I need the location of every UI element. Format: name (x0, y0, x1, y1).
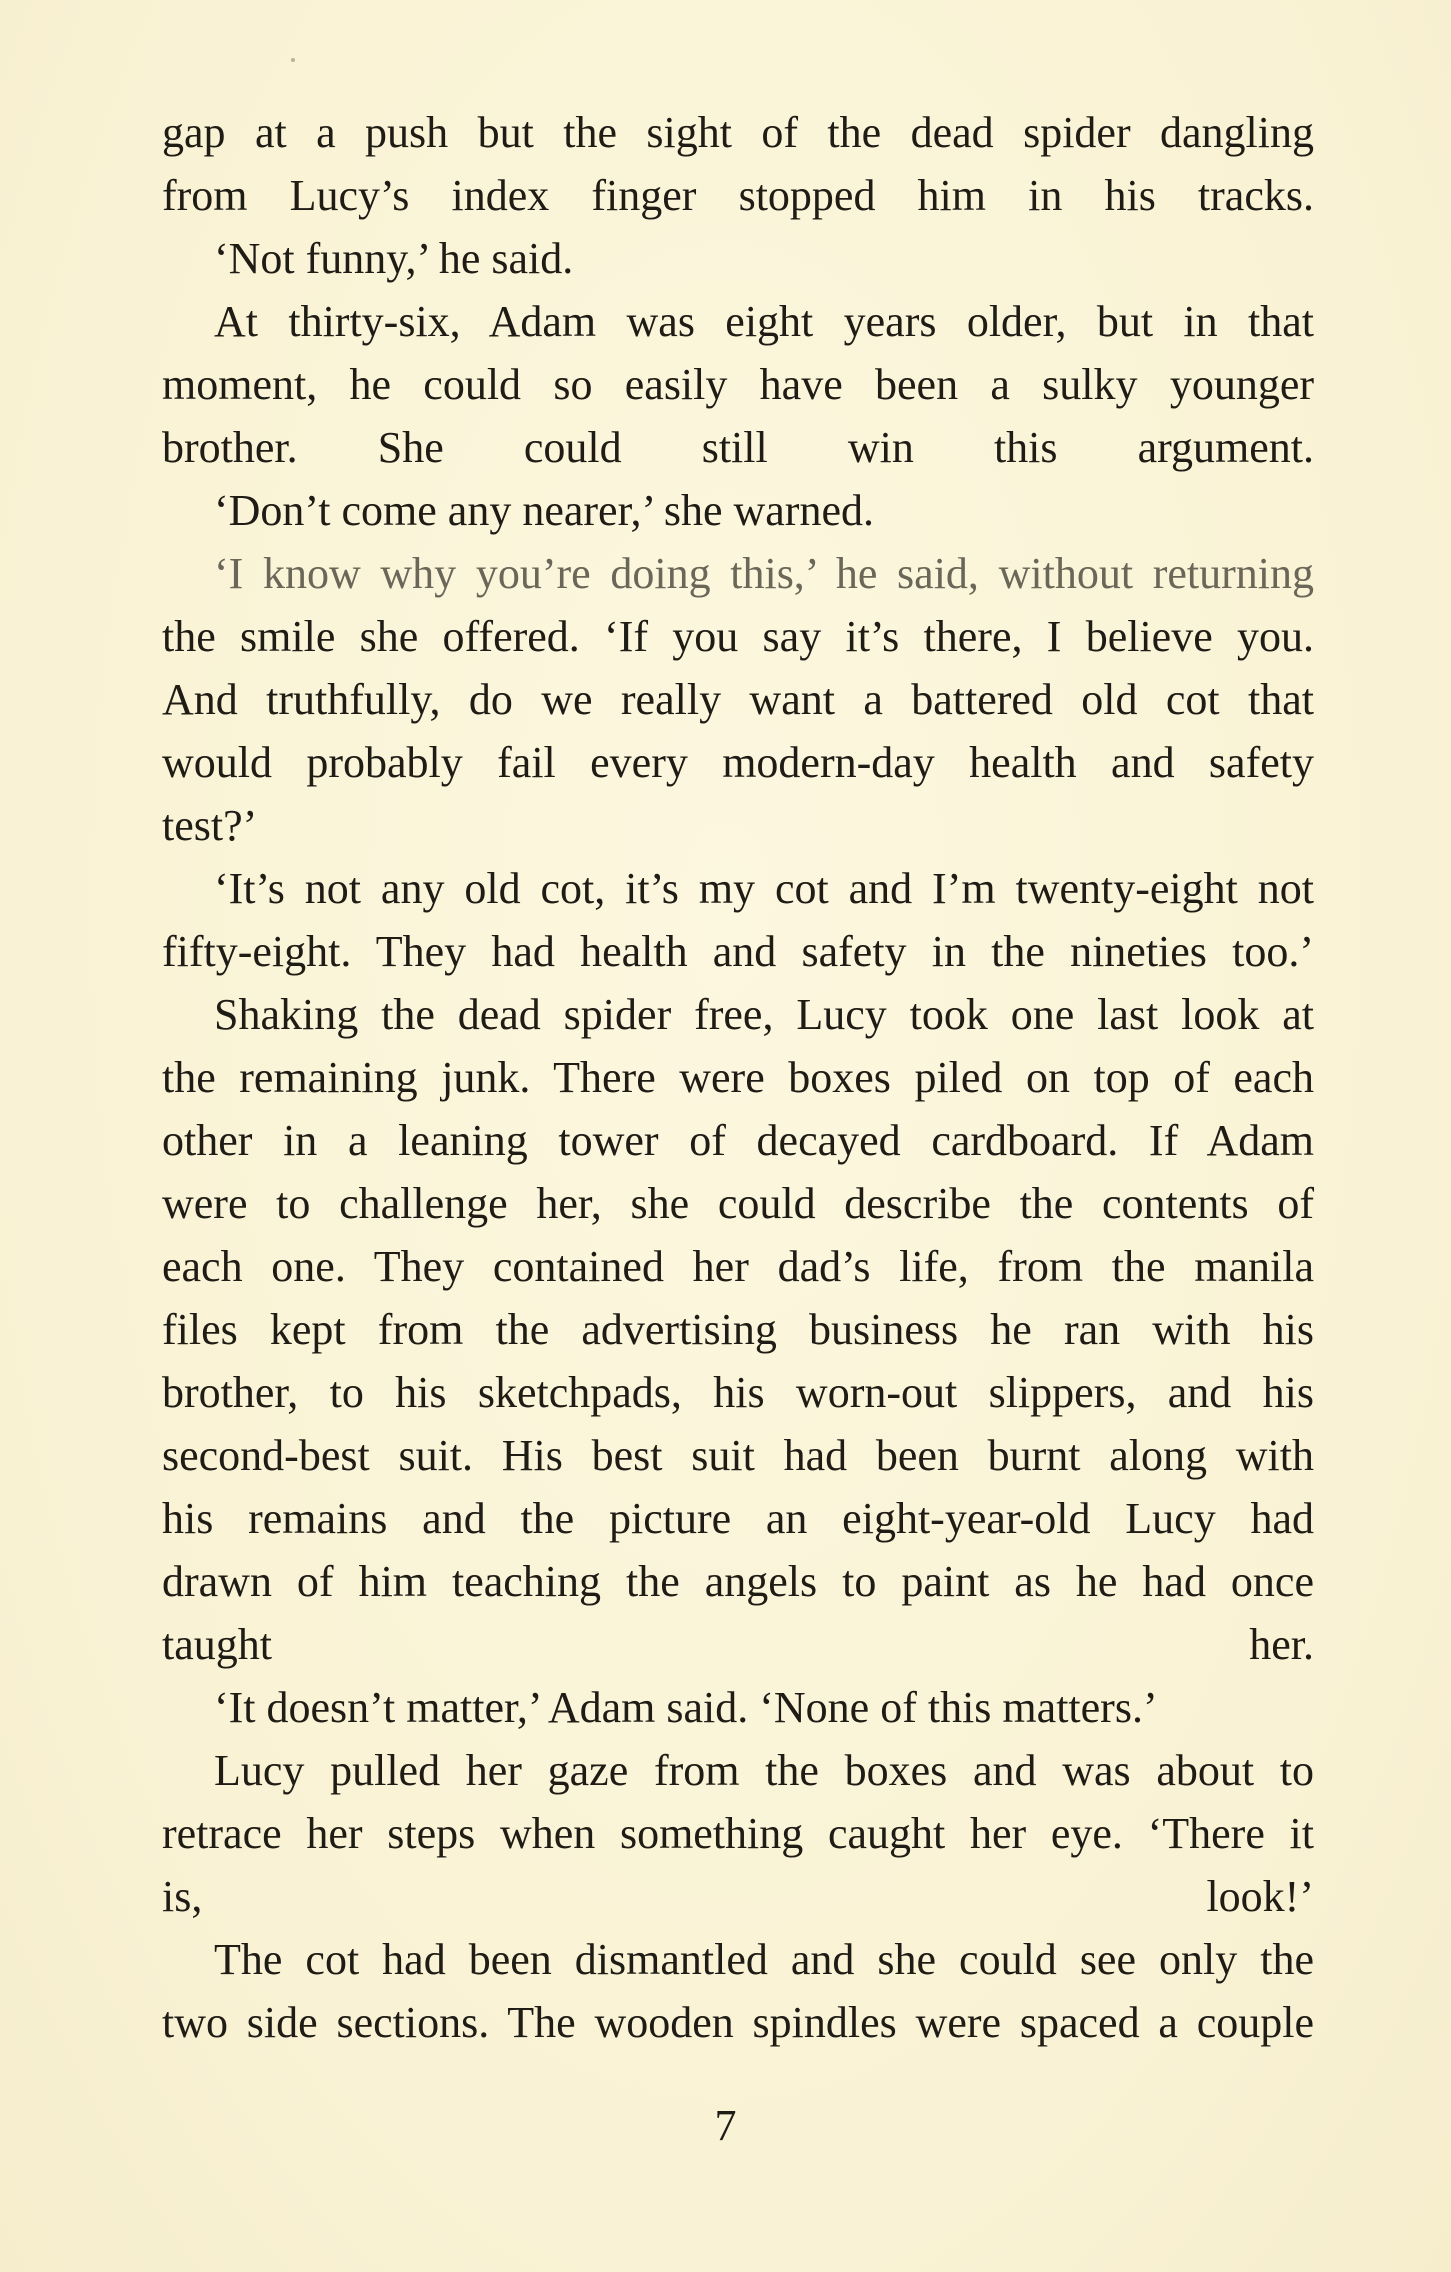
text-line: files kept from the advertising business he ran with his (162, 1305, 1314, 1354)
text-line: the remaining junk. There were boxes piled on top of each (162, 1053, 1314, 1102)
text-line: each one. They contained her dad’s life, from the manila (162, 1242, 1314, 1291)
text-line: gap at a push but the sight of the dead spider dangling (162, 108, 1314, 157)
text-line: from Lucy’s index finger stopped him in his tracks. (162, 171, 1314, 220)
text-line: Shaking the dead spider free, Lucy took one last look at (214, 990, 1314, 1039)
text-line: At thirty-six, Adam was eight years older, but in that (214, 297, 1314, 346)
text-line: his remains and the picture an eight-year-old Lucy had (162, 1494, 1314, 1543)
paragraph (162, 983, 1314, 1676)
paragraph (162, 101, 1314, 227)
text-line: the smile she offered. ‘If you say it’s there, I believe you. (162, 612, 1314, 661)
text-line: is, look!’ (162, 1872, 1314, 1921)
text-line: ‘It doesn’t matter,’ Adam said. ‘None of this matters.’ (214, 1683, 1158, 1732)
text-line: ‘Not funny,’ he said. (214, 234, 574, 283)
paragraph (162, 857, 1314, 983)
text-line: test?’ (162, 801, 258, 850)
text-line: ‘It’s not any old cot, it’s my cot and I’m twenty-eight not (214, 864, 1314, 913)
paragraph (162, 542, 1314, 857)
text-line: And truthfully, do we really want a battered old cot that (162, 675, 1314, 724)
page-number: 7 (714, 2101, 737, 2150)
text-line: The cot had been dismantled and she could see only the (214, 1935, 1314, 1984)
text-line: fifty-eight. They had health and safety in the nineties too.’ (162, 927, 1314, 976)
text-line: were to challenge her, she could describe the contents of (162, 1179, 1314, 1228)
text-line: other in a leaning tower of decayed cardboard. If Adam (162, 1116, 1314, 1165)
text-line: taught her. (162, 1620, 1314, 1669)
paragraph (162, 1676, 1314, 1739)
text-line: ‘Don’t come any nearer,’ she warned. (214, 486, 874, 535)
text-line: second-best suit. His best suit had been burnt along with (162, 1431, 1314, 1480)
paragraph (162, 1928, 1314, 2054)
text-line: moment, he could so easily have been a sulky younger (162, 360, 1314, 409)
body-text (162, 101, 1314, 2054)
text-line: brother, to his sketchpads, his worn-out slippers, and his (162, 1368, 1314, 1417)
text-line: two side sections. The wooden spindles were spaced a couple (162, 1998, 1314, 2047)
text-line: ‘I know why you’re doing this,’ he said, without returning (214, 549, 1314, 598)
paragraph (162, 1739, 1314, 1928)
text-line: brother. She could still win this argument. (162, 423, 1314, 472)
text-line: Lucy pulled her gaze from the boxes and was about to (214, 1746, 1314, 1795)
text-line: drawn of him teaching the angels to paint as he had once (162, 1557, 1314, 1606)
text-line: retrace her steps when something caught her eye. ‘There it (162, 1809, 1314, 1858)
text-line: would probably fail every modern-day health and safety (162, 738, 1314, 787)
paragraph (162, 479, 1314, 542)
paragraph (162, 290, 1314, 479)
paragraph (162, 227, 1314, 290)
paper-speck (291, 58, 295, 62)
